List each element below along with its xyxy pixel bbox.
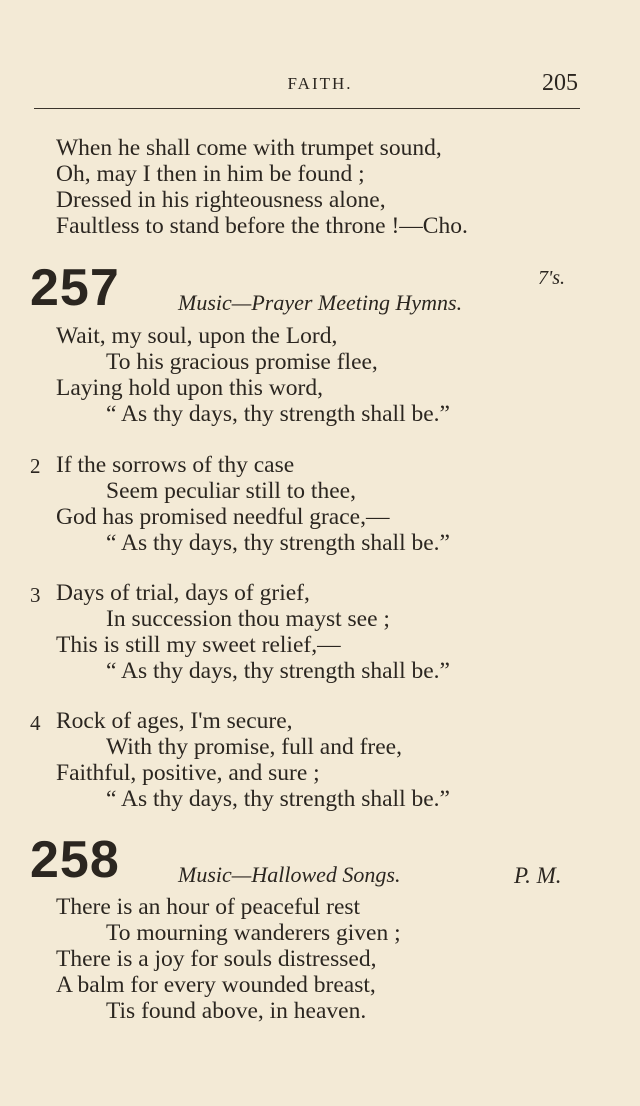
continuation-line: Oh, may I then in him be found ; xyxy=(56,161,365,187)
hymn-line: Faithful, positive, and sure ; xyxy=(56,760,320,786)
verse-number: 2 xyxy=(30,454,41,478)
hymn-line: “ As thy days, thy strength shall be.” xyxy=(106,401,450,427)
hymn-line: “ As thy days, thy strength shall be.” xyxy=(106,658,450,684)
hymn-line: Seem peculiar still to thee, xyxy=(106,478,356,504)
hymn-line: If the sorrows of thy case xyxy=(56,452,295,478)
hymn-line: With thy promise, full and free, xyxy=(106,734,402,760)
hymn-number: 258 xyxy=(30,831,120,889)
hymn-line: This is still my sweet relief,— xyxy=(56,632,341,658)
verse-number: 4 xyxy=(30,711,41,735)
continuation-line: Dressed in his righteousness alone, xyxy=(56,187,386,213)
hymn-meter: P. M. xyxy=(514,863,562,888)
hymn-line: To his gracious promise flee, xyxy=(106,349,378,375)
running-title: FAITH. xyxy=(287,74,353,93)
hymn-line: A balm for every wounded breast, xyxy=(56,972,376,998)
hymn-line: Tis found above, in heaven. xyxy=(106,998,367,1024)
running-head xyxy=(0,70,640,100)
page-number: 205 xyxy=(542,70,578,96)
hymn-number: 257 xyxy=(30,259,120,317)
hymn-line: Rock of ages, I'm secure, xyxy=(56,708,293,734)
verse-number: 3 xyxy=(30,583,41,607)
hymn-meter: 7's. xyxy=(538,267,566,289)
hymn-line: Wait, my soul, upon the Lord, xyxy=(56,323,338,349)
hymn-line: Days of trial, days of grief, xyxy=(56,580,310,606)
continuation-line: Faultless to stand before the throne !—Cho. xyxy=(56,213,468,239)
hymn-line: God has promised needful grace,— xyxy=(56,504,390,530)
hymn-line: Laying hold upon this word, xyxy=(56,375,323,401)
continuation-line: When he shall come with trumpet sound, xyxy=(56,135,442,161)
hymn-music-source: Music—Hallowed Songs. xyxy=(178,862,401,887)
hymn-line: There is a joy for souls distressed, xyxy=(56,946,377,972)
hymn-line: In succession thou mayst see ; xyxy=(106,606,390,632)
header-rule xyxy=(34,108,580,109)
hymn-line: To mourning wanderers given ; xyxy=(106,920,401,946)
hymn-music-source: Music—Prayer Meeting Hymns. xyxy=(178,290,463,315)
hymn-line: “ As thy days, thy strength shall be.” xyxy=(106,530,450,556)
hymn-line: “ As thy days, thy strength shall be.” xyxy=(106,786,450,812)
hymn-line: There is an hour of peaceful rest xyxy=(56,894,361,920)
